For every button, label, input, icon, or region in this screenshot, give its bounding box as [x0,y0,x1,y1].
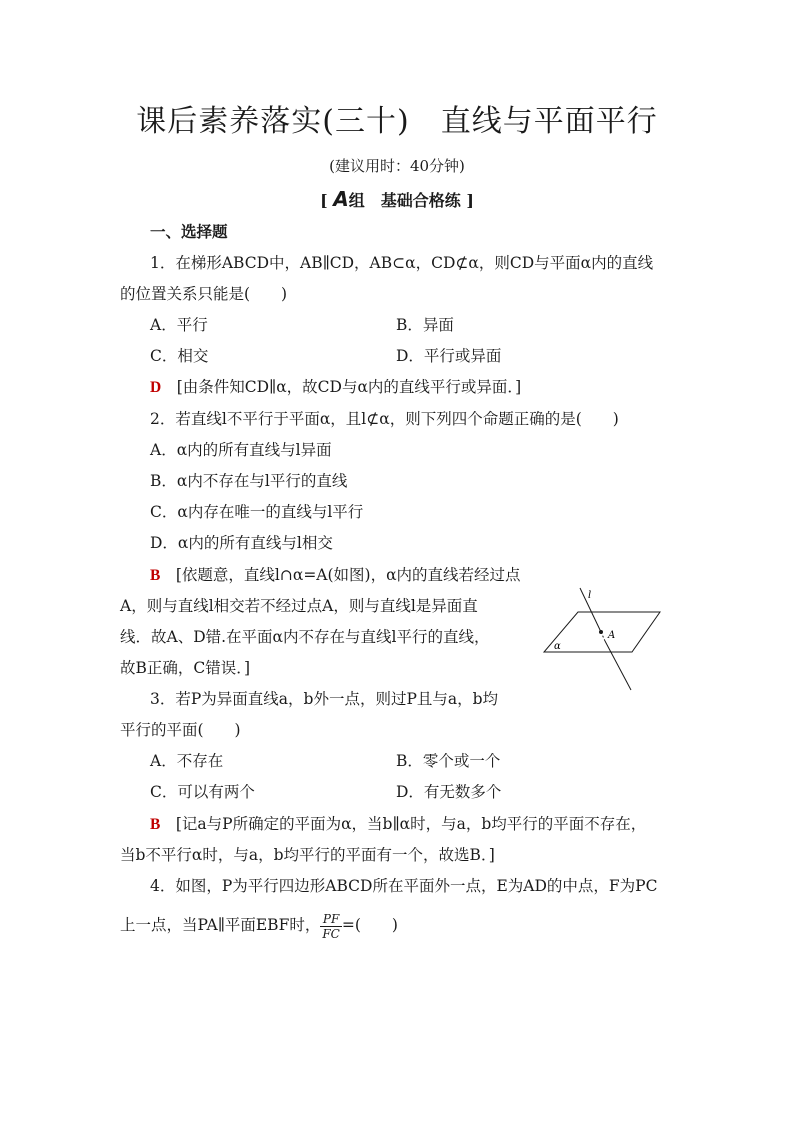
q1-option-b: B．异面 [396,316,454,334]
line-plane-figure [536,580,676,695]
q1-option-d: D．平行或异面 [396,347,502,365]
q1-explanation: [由条件知CD∥α，故CD与α内的直线平行或异面．] [176,378,522,396]
q3-option-a: A．不存在 [150,752,224,770]
q3-explanation-2: 当b不平行α时，与a，b均平行的平面有一个，故选B．] [120,846,495,864]
q1-answer-line [150,377,521,398]
q1-answer: D [150,379,162,396]
q2-answer-line [150,565,521,586]
q4-fraction-denominator: FC [322,926,340,941]
q4-stem-line1: 4．如图，P为平行四边形ABCD所在平面外一点，E为AD的中点，F为PC [150,877,658,895]
q3-option-c: C．可以有两个 [150,783,255,801]
q3-explanation-1: [记a与P所确定的平面为α，当b∥α时，与a，b均平行的平面不存在， [175,815,647,833]
group-bracket-right: ] [466,191,474,210]
group-heading [0,187,794,211]
plane-label-alpha: α [554,641,561,652]
q2-stem: 2．若直线l不平行于平面α，且l⊄α，则下列四个命题正确的是( ) [150,410,619,428]
q2-option-c: C．α内存在唯一的直线与l平行 [150,503,364,521]
q3-answer-line [150,814,646,835]
q4-stem-text: 上一点，当PA∥平面EBF时， [120,916,321,934]
q2-option-a: A．α内的所有直线与l异面 [150,441,332,459]
point-label-a: A [608,630,616,641]
q4-stem-blank: =( ) [341,916,398,934]
q2-option-b: B．α内不存在与l平行的直线 [150,472,348,490]
line-l-lower [605,641,631,690]
q3-stem-line2: 平行的平面( ) [120,721,241,739]
q4-stem-line2 [120,907,398,943]
page-title: 课后素养落实(三十) 直线与平面平行 [136,104,658,139]
q3-answer: B [150,816,161,833]
q2-answer: B [150,567,161,584]
q4-fraction-numerator: PF [320,912,342,927]
q2-explanation-1: [依题意，直线l∩α=A(如图)，α内的直线若经过点 [175,566,521,584]
group-text: 组 基础合格练 [348,191,461,210]
q1-stem-line1: 1．在梯形ABCD中，AB∥CD，AB⊂α，CD⊄α，则CD与平面α内的直线 [150,254,654,272]
group-letter: A [333,187,349,211]
q2-explanation-4: 故B正确，C错误．] [120,659,251,677]
section-heading: 一、选择题 [150,222,228,241]
line-label-l: l [588,590,592,601]
group-bracket-left: [ [320,191,328,210]
q1-stem-line2: 的位置关系只能是( ) [120,285,288,303]
q2-option-d: D．α内的所有直线与l相交 [150,534,333,552]
q3-stem-line1: 3．若P为异面直线a，b外一点，则过P且与a，b均 [150,690,499,708]
q1-option-a: A．平行 [150,316,208,334]
q3-option-d: D．有无数多个 [396,783,502,801]
q1-option-c: C．相交 [150,347,209,365]
q4-fraction [320,912,342,941]
q2-explanation-3: 线．故A、D错.在平面α内不存在与直线l平行的直线， [120,628,490,646]
time-hint: (建议用时：40分钟) [329,157,465,175]
q2-explanation-2: A，则与直线l相交若不经过点A，则与直线l是异面直 [120,597,478,615]
point-a-dot [599,630,603,634]
q3-option-b: B．零个或一个 [396,752,501,770]
